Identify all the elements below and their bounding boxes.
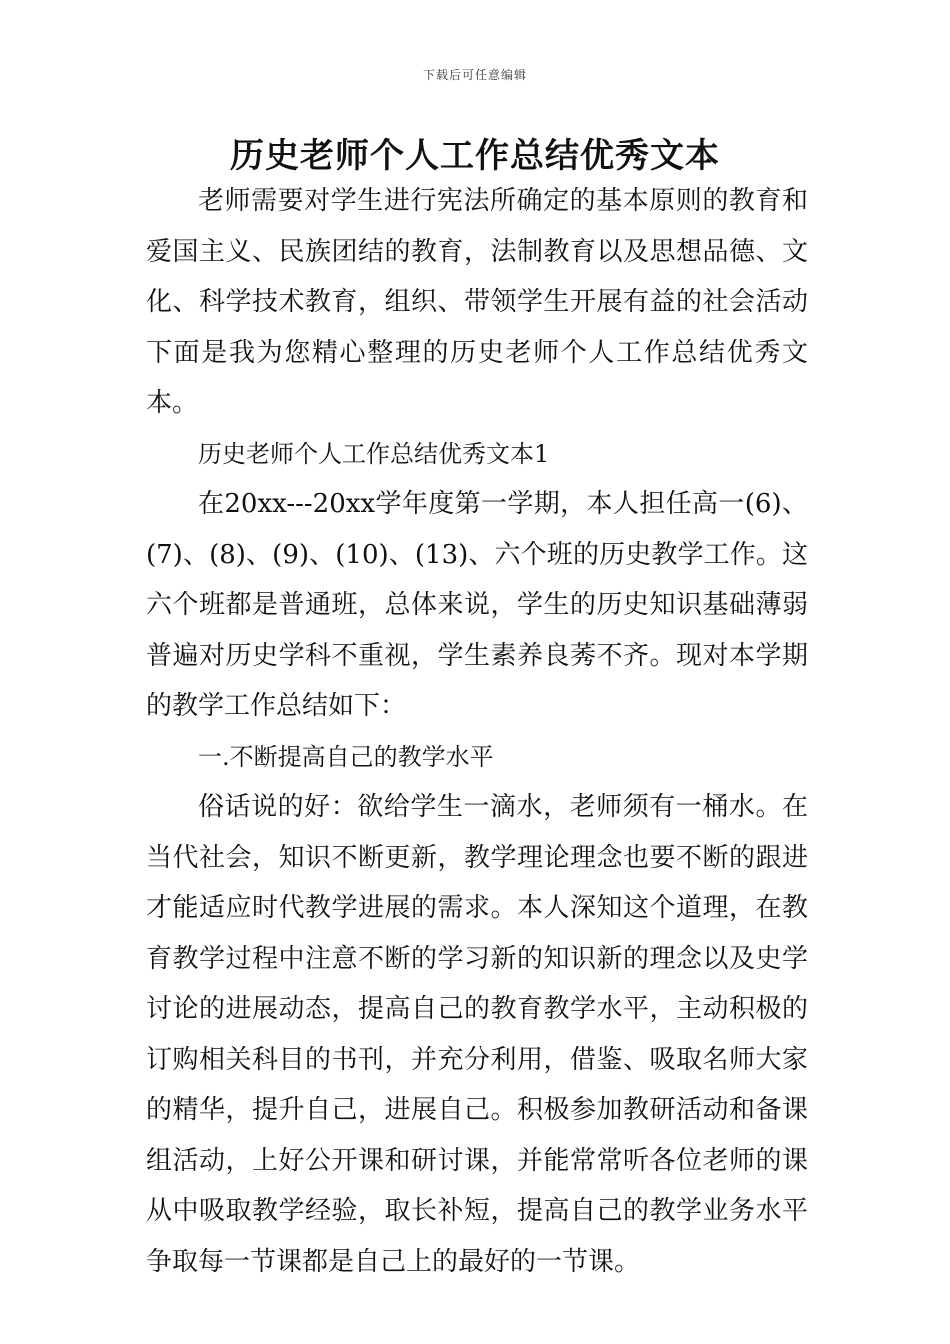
- intro-paragraph: 老师需要对学生进行宪法所确定的基本原则的教育和爱国主义、民族团结的教育，法制教育以及思想品德、文化、科学技术教育，组织、带领学生开展有益的社会活动下面是我为您精心整理的历史老师个人工作总结优秀文本。: [146, 186, 808, 418]
- body-paragraph: 在20xx---20xx学年度第一学期，本人担任高一(6)、(7)、(8)、(9)、(10)、(13)、六个班的历史教学工作。这六个班都是普通班，总体来说，学生的历史知识基础薄弱普遍对历史学科不重视，学生素养良莠不齐。现对本学期的教学工作总结如下：: [146, 489, 808, 721]
- section-heading: 历史老师个人工作总结优秀文本1: [198, 439, 550, 468]
- body-paragraph: 俗话说的好：欲给学生一滴水，老师须有一桶水。在当代社会，知识不断更新，教学理论理念也要不断的跟进才能适应时代教学进展的需求。本人深知这个道理，在教育教学过程中注意不断的学习新的知识新的理念以及史学讨论的进展动态，提高自己的教育教学水平，主动积极的订购相关科目的书刊，并充分利用，借鉴、吸取名师大家的精华，提升自己，进展自己。积极参加教研活动和备课组活动，上好公开课和研讨课，并能常常听各位老师的课从中吸取教学经验，取长补短，提高自己的教学业务水平争取每一节课都是自己上的最好的一节课。: [146, 792, 808, 1277]
- header-note: 下载后可任意编辑: [422, 68, 527, 82]
- document-title: 历史老师个人工作总结优秀文本: [230, 136, 720, 176]
- document-body: [146, 176, 808, 1287]
- subsection-heading: 一.不断提高自己的教学水平: [198, 742, 494, 771]
